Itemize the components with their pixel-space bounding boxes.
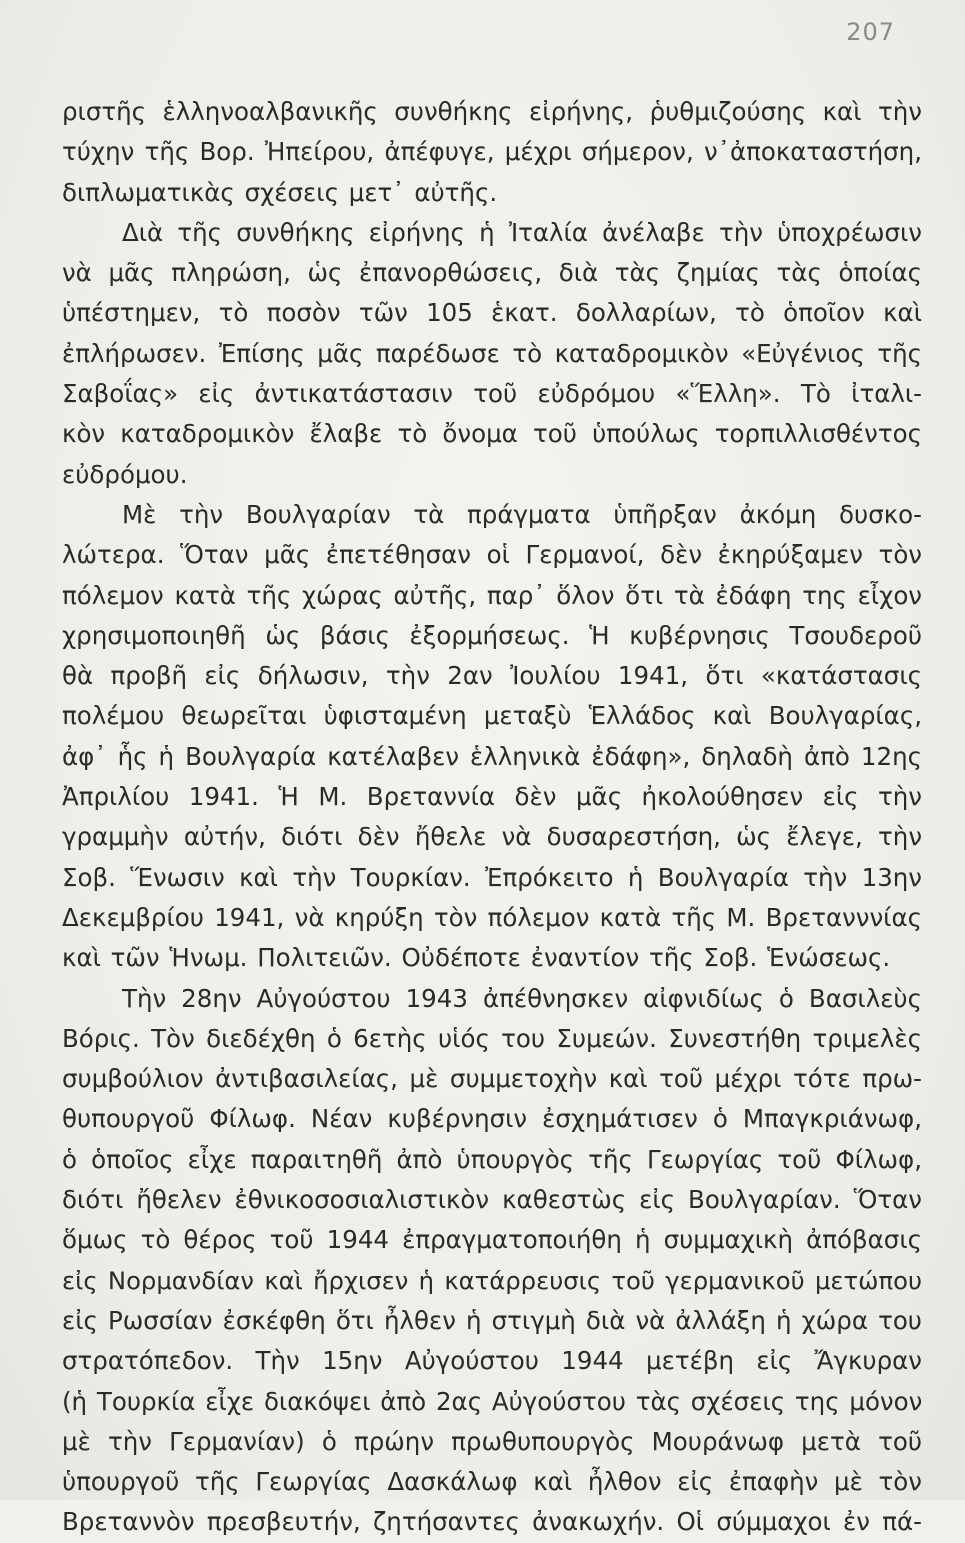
text-line: μὲ τὴν Γερμανίαν) ὁ πρώην πρωθυπουργὸς Μουράνωφ μετὰ τοῦ xyxy=(62,1426,922,1456)
text-line: Βόρις. Τὸν διεδέχθη ὁ 6ετὴς υἱός του Συμεών. Συνεστήθη τριμελὲς xyxy=(62,1023,922,1053)
text-line: συμβούλιον ἀντιβασιλείας, μὲ συμμετοχὴν καὶ τοῦ μέχρι τότε πρω- xyxy=(62,1064,922,1094)
text-line: εἰς Ρωσσίαν ἐσκέφθη ὅτι ἦλθεν ἡ στιγμὴ διὰ νὰ ἀλλάξη ἡ χώρα του xyxy=(62,1305,922,1335)
text-line: γραμμὴν αὐτήν, διότι δὲν ἤθελε νὰ δυσαρεστήση, ὡς ἔλεγε, τὴν xyxy=(62,822,922,852)
text-line: ὁ ὁποῖος εἶχε παραιτηθῆ ἀπὸ ὑπουργὸς τῆς Γεωργίας τοῦ Φίλωφ, xyxy=(62,1144,922,1174)
text-line: Ἀπριλίου 1941. Ἡ Μ. Βρεταννία δὲν μᾶς ἠκολούθησεν εἰς τὴν xyxy=(62,782,922,812)
text-line: ἀφ᾽ ἧς ἡ Βουλγαρία κατέλαβεν ἑλληνικὰ ἐδάφη», δηλαδὴ ἀπὸ 12ης xyxy=(62,741,922,771)
text-line: Βρεταννὸν πρεσβευτήν, ζητήσαντες ἀνακωχήν. Οἱ σύμμαχοι ἐν πά- xyxy=(62,1507,922,1537)
text-line: καὶ τῶν Ἡνωμ. Πολιτειῶν. Οὐδέποτε ἐναντίον τῆς Σοβ. Ἑνώσεως. xyxy=(62,943,891,973)
text-line: Τὴν 28ην Αὐγούστου 1943 ἀπέθνησκεν αἰφνιδίως ὁ Βασιλεὺς xyxy=(122,983,922,1013)
text-line: πολέμου θεωρεῖται ὑφισταμένη μεταξὺ Ἑλλάδος καὶ Βουλγαρίας, xyxy=(62,701,922,731)
text-line: νὰ μᾶς πληρώση, ὡς ἐπανορθώσεις, διὰ τὰς ζημίας τὰς ὁποίας xyxy=(62,258,922,288)
text-line: ριστῆς ἑλληνοαλβανικῆς συνθήκης εἰρήνης, ῥυθμιζούσης καὶ τὴν xyxy=(62,97,922,126)
text-line: κὸν καταδρομικὸν ἔλαβε τὸ ὄνομα τοῦ ὑπούλως τορπιλλισθέντος xyxy=(62,419,922,449)
text-line: Διὰ τῆς συνθήκης εἰρήνης ἡ Ἰταλία ἀνέλαβε τὴν ὑποχρέωσιν xyxy=(122,217,922,247)
text-line: ἐπλήρωσεν. Ἐπίσης μᾶς παρέδωσε τὸ καταδρομικὸν «Εὐγένιος τῆς xyxy=(62,338,922,368)
page-number: 207 xyxy=(846,18,895,46)
text-line: εἰς Νορμανδίαν καὶ ἤρχισεν ἡ κατάρρευσις τοῦ γερμανικοῦ μετώπου xyxy=(62,1265,922,1295)
text-line: τύχην τῆς Βορ. Ἠπείρου, ἀπέφυγε, μέχρι σήμερον, ν᾽ἀποκαταστήση, xyxy=(62,137,922,167)
text-line: λώτερα. Ὅταν μᾶς ἐπετέθησαν οἱ Γερμανοί, δὲν ἐκηρύξαμεν τὸν xyxy=(62,540,922,570)
text-line: ὅμως τὸ θέρος τοῦ 1944 ἐπραγματοποιήθη ἡ συμμαχικὴ ἀπόβασις xyxy=(62,1225,922,1255)
text-line: θυπουργοῦ Φίλωφ. Νέαν κυβέρνησιν ἐσχημάτισεν ὁ Μπαγκριάνωφ, xyxy=(62,1104,922,1134)
text-line: εὐδρόμου. xyxy=(62,459,188,489)
text-line: διπλωματικὰς σχέσεις μετ᾽ αὐτῆς. xyxy=(62,177,498,207)
text-line: Μὲ τὴν Βουλγαρίαν τὰ πράγματα ὑπῆρξαν ἀκόμη δυσκο- xyxy=(122,499,922,529)
text-line: θὰ προβῆ εἰς δήλωσιν, τὴν 2αν Ἰουλίου 1941, ὅτι «κατάστασις xyxy=(62,661,922,691)
text-line: Σαβοΐας» εἰς ἀντικατάστασιν τοῦ εὐδρόμου «Ἕλλη». Τὸ ἰταλι- xyxy=(62,379,922,409)
text-line: πόλεμον κατὰ τῆς χώρας αὐτῆς, παρ᾽ ὅλον ὅτι τὰ ἐδάφη της εἶχον xyxy=(62,580,922,610)
text-line: ὑπέστημεν, τὸ ποσὸν τῶν 105 ἑκατ. δολλαρίων, τὸ ὁποῖον καὶ xyxy=(62,298,922,328)
text-line: χρησιμοποιηθῆ ὡς βάσις ἐξορμήσεως. Ἡ κυβέρνησις Τσουδεροῦ xyxy=(62,620,922,650)
text-line: στρατόπεδον. Τὴν 15ην Αὐγούστου 1944 μετέβη εἰς Ἄγκυραν xyxy=(62,1346,922,1376)
text-line: Σοβ. Ἕνωσιν καὶ τὴν Τουρκίαν. Ἐπρόκειτο ἡ Βουλγαρία τὴν 13ην xyxy=(62,862,922,892)
body-text xyxy=(62,92,922,1543)
text-line: διότι ἤθελεν ἐθνικοσοσιαλιστικὸν καθεστὼς εἰς Βουλγαρίαν. Ὅταν xyxy=(62,1185,922,1215)
text-line: ὑπουργοῦ τῆς Γεωργίας Δασκάλωφ καὶ ἦλθον εἰς ἐπαφὴν μὲ τὸν xyxy=(62,1467,922,1497)
text-line: (ἡ Τουρκία εἶχε διακόψει ἀπὸ 2ας Αὐγούστου τὰς σχέσεις της μόνον xyxy=(62,1386,923,1416)
text-line: Δεκεμβρίου 1941, νὰ κηρύξη τὸν πόλεμον κατὰ τῆς Μ. Βρετανννίας xyxy=(62,902,922,932)
